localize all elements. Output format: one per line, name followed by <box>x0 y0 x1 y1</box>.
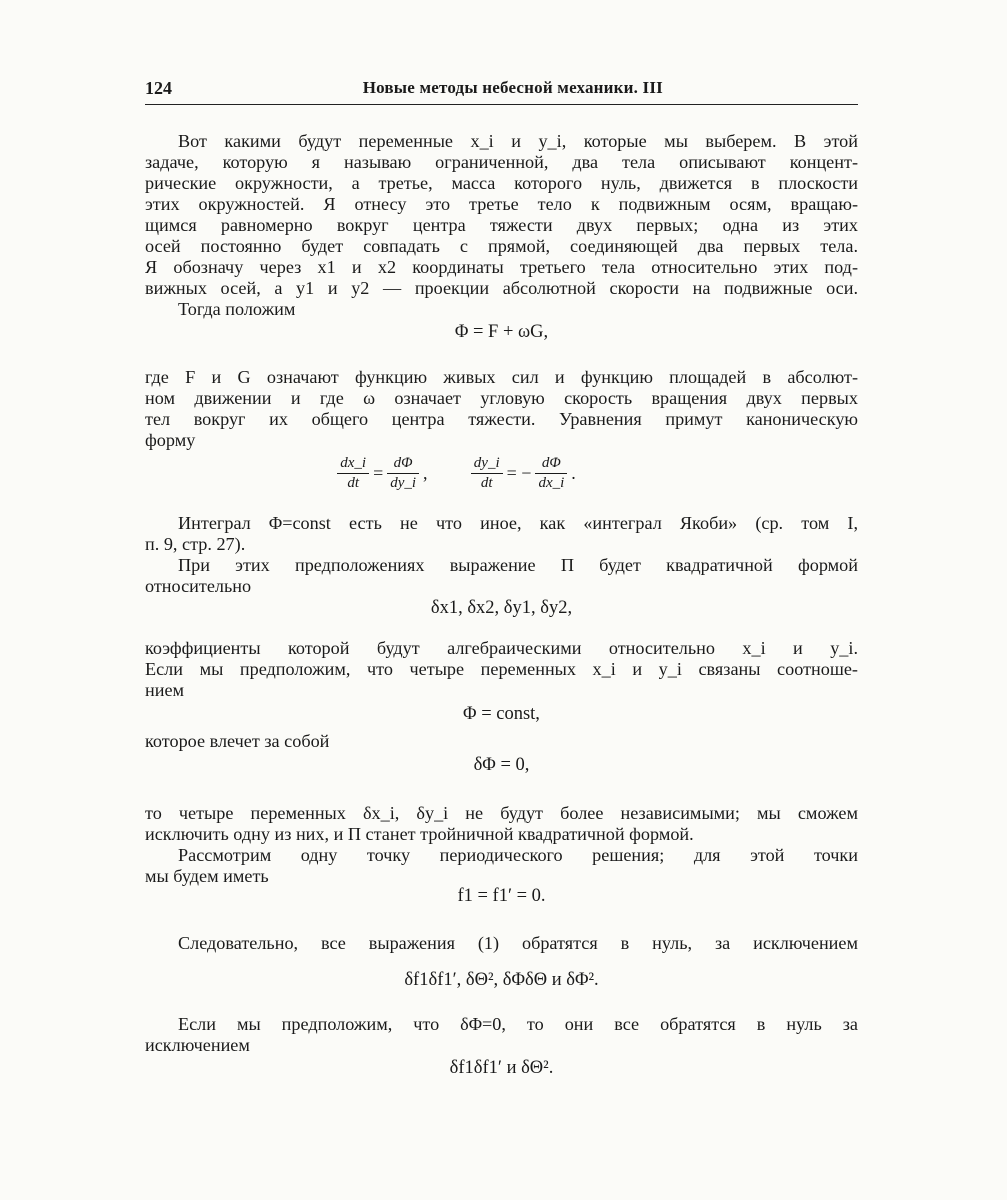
fraction: $\frac{dy\_i}{dt}$ <box>471 454 503 493</box>
text-line: нием <box>145 680 185 700</box>
text-line: мы будем иметь <box>145 866 269 886</box>
formula-phi-const: Φ = const, <box>463 704 540 724</box>
text-line: коэффициенты которой будут алгебраическими относительно x_i и y_i. <box>145 638 858 658</box>
text-line: Следовательно, все выражения (1) обратятся в нуль, за исключением <box>178 933 858 953</box>
text-line: относительно <box>145 576 252 596</box>
formula-variations: δx1, δx2, δy1, δy2, <box>430 598 573 618</box>
text-line: тел вокруг их общего центра тяжести. Уравнения примут каноническую <box>145 409 858 429</box>
text-line: где F и G означают функцию живых сил и функцию площадей в абсолют- <box>145 367 858 387</box>
running-header <box>145 74 858 105</box>
formula-exceptions: δf1δf1′, δΘ², δΦδΘ и δΦ². <box>404 970 599 990</box>
text-line: осей постоянно будет совпадать с прямой, соединяющей два первых тела. <box>145 236 858 256</box>
text-line: исключить одну из них, и П станет тройничной квадратичной формой. <box>145 824 694 844</box>
formula-delta-phi: δΦ = 0, <box>473 755 530 775</box>
text-line: ном движении и где ω означает угловую скорость вращения двух первых <box>145 388 858 408</box>
text-line: этих окружностей. Я отнесу это третье тело к подвижным осям, вращаю- <box>145 194 858 214</box>
formula-canonical: $\frac{dx\_i}{dt}$ = $\frac{d\Phi}{dy\_i}$ , $\frac{dy\_i}{dt}$ = − $\frac{d\Phi}{dx\_i}$ . <box>100 454 813 493</box>
text-line: Если мы предположим, что δΦ=0, то они все обратятся в нуль за <box>178 1014 858 1034</box>
text-line: исключением <box>145 1035 250 1055</box>
text-line: форму <box>145 430 196 450</box>
fraction: $\frac{d\Phi}{dx\_i}$ <box>535 454 567 493</box>
formula-phi: Φ = F + ωG, <box>454 322 549 342</box>
text-line: которое влечет за собой <box>145 731 330 751</box>
text-line: Вот какими будут переменные x_i и y_i, которые мы выберем. В этой <box>178 131 858 151</box>
text-line: Интеграл Φ=const есть не что иное, как «интеграл Якоби» (ср. том I, <box>178 513 858 533</box>
text-line: При этих предположениях выражение П будет квадратичной формой <box>178 555 858 575</box>
text-line: Если мы предположим, что четыре переменных x_i и y_i связаны соотноше- <box>145 659 858 679</box>
running-title: Новые методы небесной механики. III <box>362 78 663 97</box>
text-line: рические окружности, а третье, масса которого нуль, движется в плоскости <box>145 173 858 193</box>
text-line: щимся равномерно вокруг центра тяжести двух первых; одна из этих <box>145 215 858 235</box>
text-line: п. 9, стр. 27). <box>145 534 246 554</box>
page-number: 124 <box>145 78 172 98</box>
text-line: Рассмотрим одну точку периодического решения; для этой точки <box>178 845 858 865</box>
formula-f1: f1 = f1′ = 0. <box>457 886 546 906</box>
formula-final: δf1δf1′ и δΘ². <box>449 1058 554 1078</box>
text-line: Тогда положим <box>178 299 296 319</box>
text-line: Я обозначу через x1 и x2 координаты третьего тела относительно этих под- <box>145 257 858 277</box>
text-line: то четыре переменных δx_i, δy_i не будут более независимыми; мы сможем <box>145 803 858 823</box>
text-line: вижных осей, а y1 и y2 — проекции абсолютной скорости на подвижные оси. <box>145 278 858 298</box>
text-line: задаче, которую я называю ограниченной, два тела описывают концент- <box>145 152 858 172</box>
fraction: $\frac{dx\_i}{dt}$ <box>337 454 369 493</box>
fraction: $\frac{d\Phi}{dy\_i}$ <box>387 454 419 493</box>
